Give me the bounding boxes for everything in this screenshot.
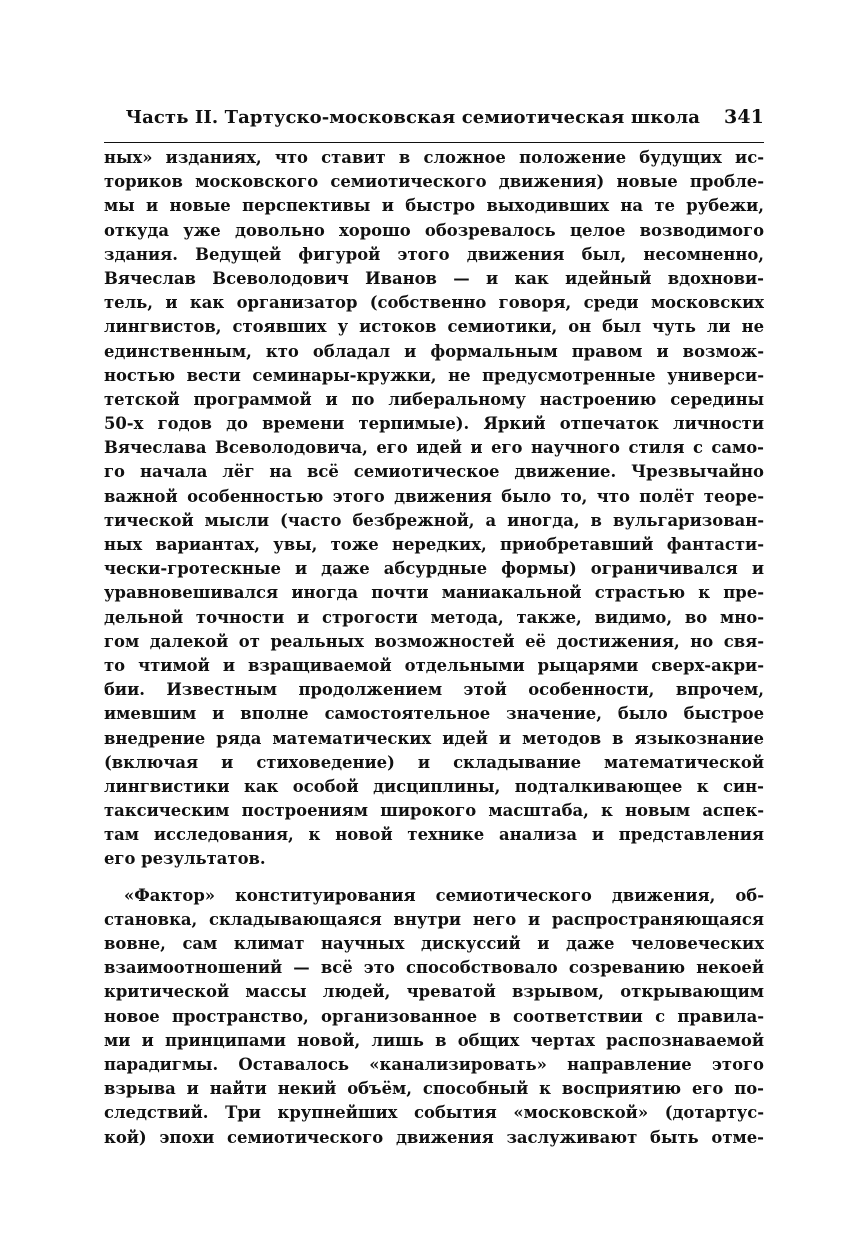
text-line: взаимоотношений — всё это способствовало созреванию некоей xyxy=(104,958,764,978)
text-line: ных» изданиях, что ставит в сложное положение будущих ис- xyxy=(104,148,764,167)
page-number: 341 xyxy=(724,106,764,128)
text-line: откуда уже довольно хорошо обозревалось целое возводимого xyxy=(104,220,764,240)
paragraph xyxy=(104,146,764,872)
text-line: ми и принципами новой, лишь в общих чертах распознаваемой xyxy=(104,1030,764,1050)
text-line: таксическим построениям широкого масштаба, к новым аспек- xyxy=(104,801,764,821)
text-line: тель, и как организатор (собственно говоря, среди московских xyxy=(104,293,764,313)
running-header-title: Часть II. Тартуско-московская семиотическая школа xyxy=(125,107,701,128)
text-line: чески-гротескные и даже абсурдные формы) ограничивался и xyxy=(104,559,764,579)
text-line: гом далекой от реальных возможностей её достижения, но свя- xyxy=(104,631,764,651)
text-line: там исследования, к новой технике анализа и представления xyxy=(104,825,764,845)
text-line: Вячеслава Всеволодовича, его идей и его научного стиля с само- xyxy=(104,438,764,458)
text-line: ных вариантах, увы, тоже нередких, приобретавший фантасти- xyxy=(104,535,764,554)
text-line: кой) эпохи семиотического движения заслуживают быть отме- xyxy=(104,1127,764,1147)
text-line: здания. Ведущей фигурой этого движения был, несомненно, xyxy=(104,244,764,264)
text-line: то чтимой и взращиваемой отдельными рыцарями сверх-акри- xyxy=(104,655,764,675)
text-line: критической массы людей, чреватой взрывом, открывающим xyxy=(104,982,764,1002)
text-line: внедрение ряда математических идей и методов в языкознание xyxy=(104,728,764,748)
text-line: имевшим и вполне самостоятельное значение, было быстрое xyxy=(104,704,764,724)
text-line: вовне, сам климат научных дискуссий и даже человеческих xyxy=(104,934,764,953)
text-line: (включая и стиховедение) и складывание математической xyxy=(104,752,764,772)
text-line: его результатов. xyxy=(104,849,266,869)
body-text xyxy=(104,146,764,1150)
text-line: дельной точности и строгости метода, также, видимо, во мно- xyxy=(104,607,764,627)
running-header xyxy=(104,106,764,128)
text-line: ториков московского семиотического движения) новые пробле- xyxy=(104,172,764,192)
text-line: мы и новые перспективы и быстро выходивших на те рубежи, xyxy=(104,196,764,216)
text-line: взрыва и найти некий объём, способный к восприятию его по- xyxy=(104,1079,764,1099)
text-line: го начала лёг на всё семиотическое движение. Чрезвычайно xyxy=(104,462,764,482)
text-line: уравновешивался иногда почти маниакальной страстью к пре- xyxy=(104,583,764,603)
text-line: парадигмы. Оставалось «канализировать» направление этого xyxy=(104,1054,764,1074)
text-line: 50-х годов до времени терпимые). Яркий отпечаток личности xyxy=(104,414,764,434)
text-line: единственным, кто обладал и формальным правом и возмож- xyxy=(104,341,764,361)
text-line: ностью вести семинары-кружки, не предусмотренные универси- xyxy=(104,365,764,385)
text-line: важной особенностью этого движения было то, что полёт теоре- xyxy=(104,486,764,506)
text-line: бии. Известным продолжением этой особенности, впрочем, xyxy=(104,680,764,700)
text-line: лингвистов, стоявших у истоков семиотики, он был чуть ли не xyxy=(104,317,764,337)
text-line: Вячеслав Всеволодович Иванов — и как идейный вдохнови- xyxy=(104,268,764,288)
header-rule xyxy=(104,142,764,143)
paragraph-gap xyxy=(104,872,764,884)
text-line: тетской программой и по либеральному настроению середины xyxy=(104,389,764,409)
text-line: новое пространство, организованное в соответствии с правила- xyxy=(104,1006,764,1026)
text-line: становка, складывающаяся внутри него и распространяющаяся xyxy=(104,909,764,929)
text-line: тической мысли (часто безбрежной, а иногда, в вульгаризован- xyxy=(104,510,764,530)
paragraph xyxy=(104,884,764,1150)
text-line: «Фактор» конституирования семиотического движения, об- xyxy=(124,885,764,905)
text-line: следствий. Три крупнейших события «московской» (дотартус- xyxy=(104,1103,764,1123)
text-line: лингвистики как особой дисциплины, подталкивающее к син- xyxy=(104,776,764,796)
